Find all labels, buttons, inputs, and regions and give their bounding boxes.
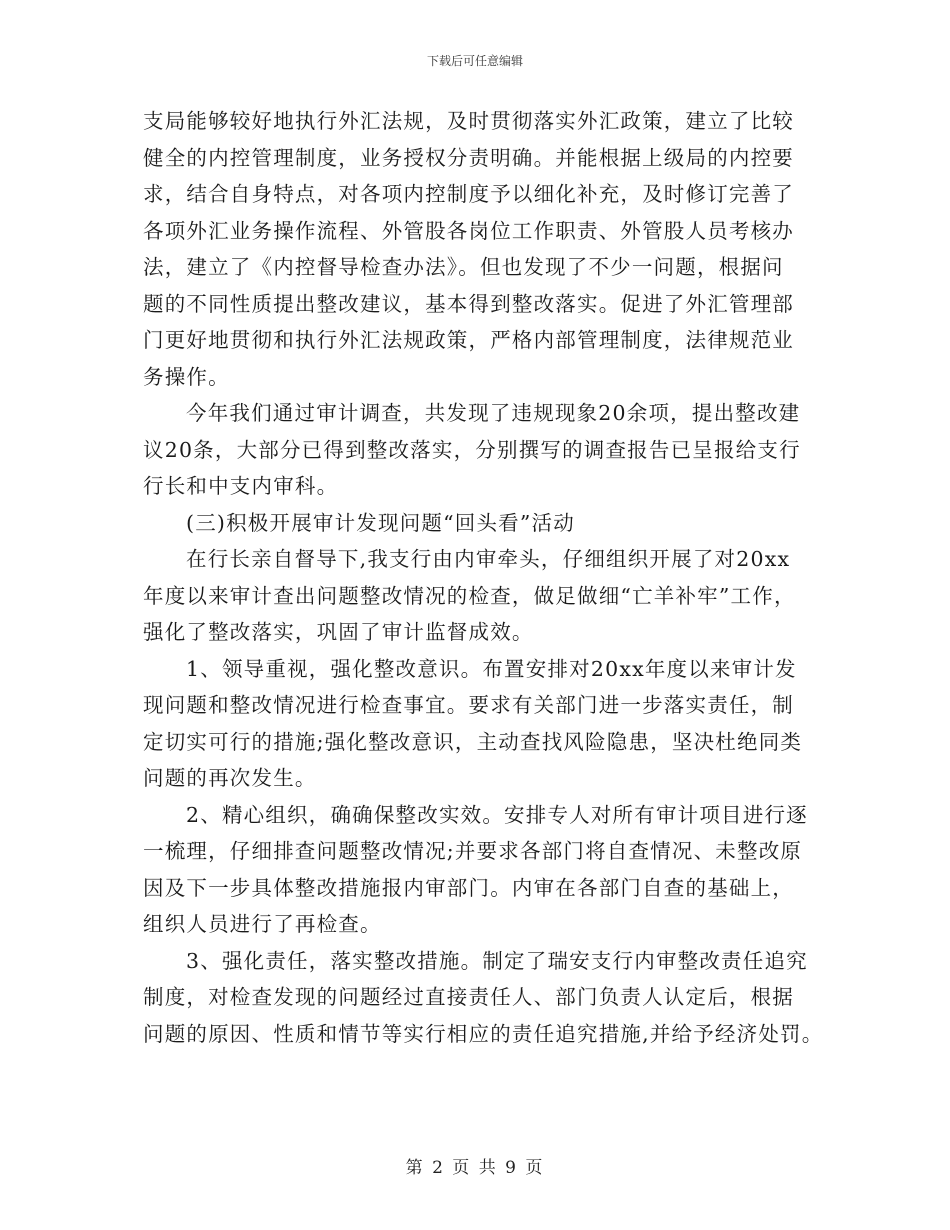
text-line: 问题的再次发生。 <box>143 766 317 790</box>
text-line: 务操作。 <box>143 364 230 389</box>
text-line: 强化了整改落实，巩固了审计监督成效。 <box>143 620 534 644</box>
text-line: 1、领导重视，强化整改意识。布置安排对20xx年度以来审计发 <box>186 656 797 681</box>
text-line: 今年我们通过审计调查，共发现了违规现象20余项，提出整改建 <box>186 401 801 425</box>
page-header-note: 下载后可任意编辑 <box>426 54 523 68</box>
text-line: 3、强化责任，落实整改措施。制定了瑞安支行内审整改责任追究 <box>186 948 808 973</box>
text-line: 求，结合自身特点，对各项内控制度予以细化补充，及时修订完善了 <box>143 182 794 206</box>
text-line: 定切实可行的措施;强化整改意识，主动查找风险隐患，坚决杜绝同类 <box>143 729 803 754</box>
text-line: 年度以来审计查出问题整改情况的检查，做足做细“亡羊补牢”工作， <box>143 583 796 608</box>
text-line: 一梳理，仔细排查问题整改情况;并要求各部门将自查情况、未整改原 <box>143 839 803 863</box>
text-line: 行长和中支内审科。 <box>143 474 339 498</box>
text-line: 议20条，大部分已得到整改落实，分别撰写的调查报告已呈报给支行 <box>143 437 801 462</box>
text-line: 在行长亲自督导下,我支行由内审牵头，仔细组织开展了对20xx <box>186 547 791 571</box>
text-line: 支局能够较好地执行外汇法规，及时贯彻落实外汇政策，建立了比较 <box>143 109 794 133</box>
text-line: 健全的内控管理制度，业务授权分责明确。并能根据上级局的内控要 <box>143 145 794 170</box>
document-body <box>143 103 823 1052</box>
text-line: 题的不同性质提出整改建议，基本得到整改落实。促进了外汇管理部 <box>143 291 794 316</box>
text-line: 因及下一步具体整改措施报内审部门。内审在各部门自查的基础上， <box>143 875 794 900</box>
text-line: 制度，对检查发现的问题经过直接责任人、部门负责人认定后，根据 <box>143 985 794 1009</box>
text-line: (三)积极开展审计发现问题“回头看”活动 <box>186 510 575 535</box>
text-line: 问题的原因、性质和情节等实行相应的责任追究措施,并给予经济处罚。 <box>143 1021 824 1046</box>
text-line: 组织人员进行了再检查。 <box>143 912 382 936</box>
text-line: 法，建立了《内控督导检查办法》。但也发现了不少一问题，根据问 <box>143 255 784 279</box>
text-line: 各项外汇业务操作流程、外管股各岗位工作职责、外管股人员考核办 <box>143 218 794 243</box>
text-line: 门更好地贯彻和执行外汇法规政策，严格内部管理制度，法律规范业 <box>143 328 794 352</box>
text-line: 2、精心组织，确确保整改实效。安排专人对所有审计项目进行逐 <box>186 802 808 827</box>
text-line: 现问题和整改情况进行检查事宜。要求有关部门进一步落实责任，制 <box>143 693 794 717</box>
page-number-footer: 第 2 页 共 9 页 <box>405 1158 545 1178</box>
